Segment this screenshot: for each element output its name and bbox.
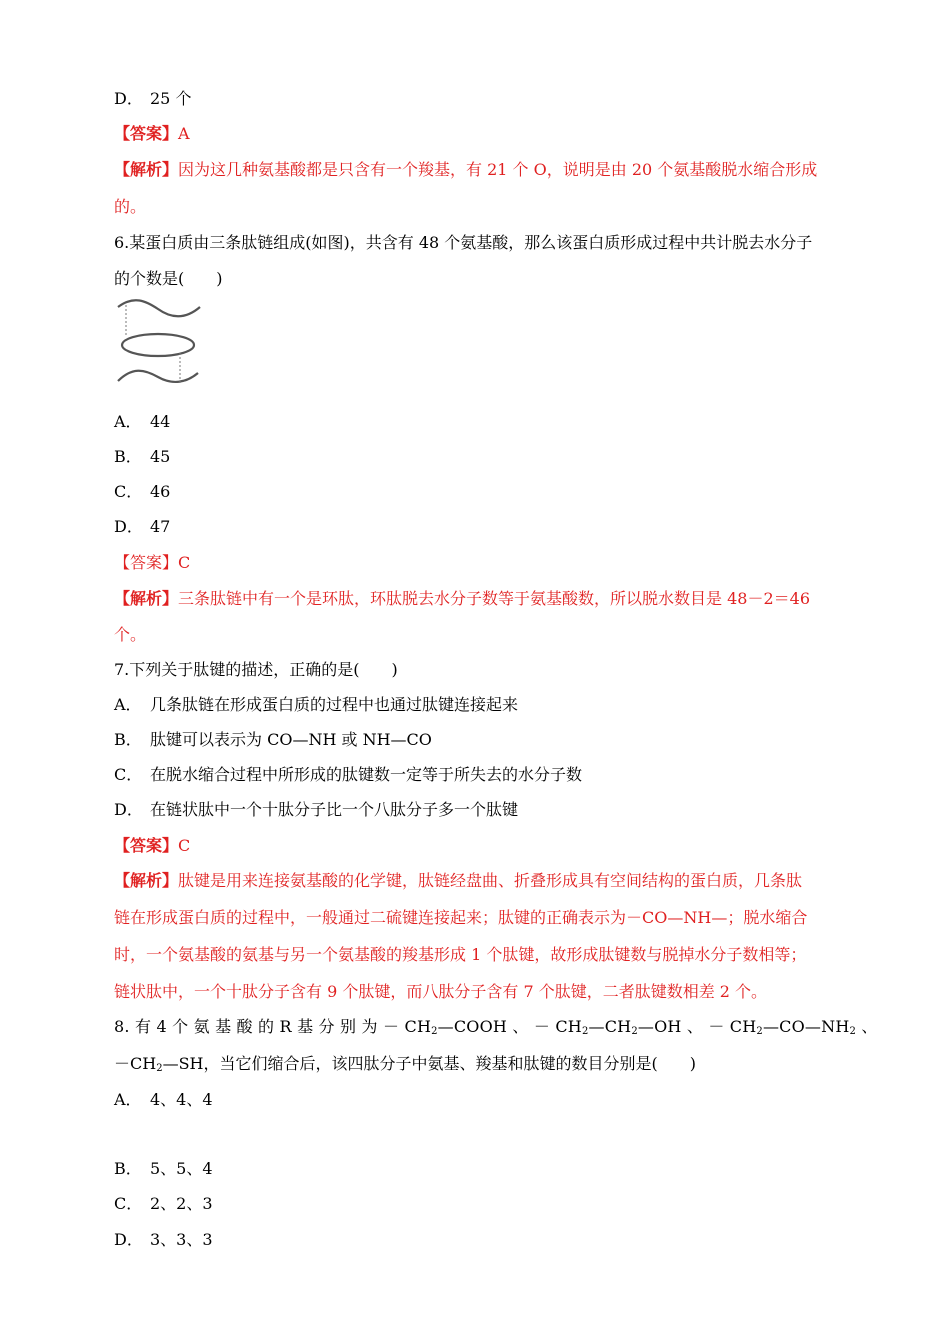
q5-answer <box>114 124 190 144</box>
q7-analysis-line2: 链在形成蛋白质的过程中，一般通过二硫键连接起来；肽键的正确表示为－CO—NH—；脱水缩合 <box>114 908 808 927</box>
q7-option-d <box>114 800 518 820</box>
q6-answer <box>114 553 190 573</box>
q7-option-a <box>114 695 518 715</box>
analysis-tag: 【解析】 <box>114 160 179 179</box>
q8-stem-line2 <box>114 1054 696 1074</box>
q6-option-a <box>114 412 170 432</box>
stem-segment: —COOH 、 － CH <box>437 1017 582 1036</box>
option-letter: C． <box>114 765 143 784</box>
q6-option-c <box>114 482 170 502</box>
q6-option-d <box>114 517 170 537</box>
option-letter: A． <box>114 1090 142 1109</box>
option-letter: D． <box>114 1230 143 1249</box>
q5-analysis-line1 <box>114 160 817 180</box>
stem-segment: 、 <box>856 1017 878 1036</box>
q7-option-c <box>114 765 582 785</box>
answer-value: C <box>178 836 191 855</box>
q7-stem: 7.下列关于肽键的描述，正确的是( ) <box>114 660 398 679</box>
answer-tag: 【答案】 <box>114 124 179 143</box>
q7-option-b <box>114 730 432 750</box>
analysis-tag: 【解析】 <box>114 589 179 608</box>
q5-analysis-line2: 的。 <box>114 197 147 216</box>
q6-option-b <box>114 447 170 467</box>
option-text: 在链状肽中一个十肽分子比一个八肽分子多一个肽键 <box>150 800 519 819</box>
option-letter: B． <box>114 730 142 749</box>
analysis-text: 肽键是用来连接氨基酸的化学键，肽链经盘曲、折叠形成具有空间结构的蛋白质，几条肽 <box>178 871 803 890</box>
subscript: 2 <box>431 1026 438 1037</box>
q6-stem-line2: 的个数是( ) <box>114 269 223 288</box>
option-text: 几条肽链在形成蛋白质的过程中也通过肽键连接起来 <box>150 695 519 714</box>
option-letter: A． <box>114 695 142 714</box>
q8-option-a <box>114 1090 213 1110</box>
option-letter: C． <box>114 482 143 501</box>
analysis-text: 因为这几种氨基酸都是只含有一个羧基，有 21 个 O，说明是由 20 个氨基酸脱水缩合形成 <box>178 160 818 179</box>
analysis-tag: 【解析】 <box>114 871 179 890</box>
subscript: 2 <box>756 1026 763 1037</box>
stem-segment: —SH，当它们缩合后，该四肽分子中氨基、羧基和肽键的数目分别是( ) <box>162 1054 696 1073</box>
peptide-chains-diagram-icon <box>114 297 204 389</box>
option-letter: D． <box>114 517 143 536</box>
option-text: 2、2、3 <box>150 1194 213 1213</box>
q8-option-c <box>114 1194 213 1214</box>
q6-analysis-line2: 个。 <box>114 625 147 644</box>
answer-tag: 【答案】 <box>114 836 179 855</box>
option-letter: D． <box>114 800 143 819</box>
analysis-text: 三条肽链中有一个是环肽，环肽脱去水分子数等于氨基酸数，所以脱水数目是 48－2＝46 <box>178 589 811 608</box>
stem-segment: 8. 有 4 个 氨 基 酸 的 R 基 分 别 为 － CH <box>114 1017 432 1036</box>
cyclic-peptide-ring <box>122 334 194 356</box>
subscript: 2 <box>156 1063 163 1074</box>
stem-segment: —CH <box>588 1017 632 1036</box>
option-text: 47 <box>150 517 171 536</box>
chain-bottom <box>118 371 198 382</box>
option-text: 45 <box>150 447 171 466</box>
answer-tag: 【答案】 <box>114 553 179 572</box>
answer-value: A <box>178 124 190 143</box>
option-text: 5、5、4 <box>150 1159 213 1178</box>
subscript: 2 <box>631 1026 638 1037</box>
q7-answer <box>114 836 190 856</box>
option-text: 肽键可以表示为 CO—NH 或 NH—CO <box>150 730 432 749</box>
option-text: 在脱水缩合过程中所形成的肽键数一定等于所失去的水分子数 <box>150 765 583 784</box>
stem-segment: —OH 、 － CH <box>637 1017 757 1036</box>
q6-stem-line1: 6.某蛋白质由三条肽链组成(如图)，共含有 48 个氨基酸，那么该蛋白质形成过程中共计脱去水分子 <box>114 233 813 252</box>
stem-segment: －CH <box>114 1054 157 1073</box>
subscript: 2 <box>581 1026 589 1037</box>
option-text: 3、3、3 <box>150 1230 213 1249</box>
option-letter: D． <box>114 89 143 108</box>
subscript: 2 <box>849 1026 857 1037</box>
option-letter: C． <box>114 1194 143 1213</box>
option-letter: B． <box>114 447 142 466</box>
chain-top <box>118 300 200 316</box>
option-letter: B． <box>114 1159 142 1178</box>
q8-stem-line1 <box>114 1017 878 1037</box>
option-text: 4、4、4 <box>150 1090 213 1109</box>
q7-analysis-line4: 链状肽中，一个十肽分子含有 9 个肽键，而八肽分子含有 7 个肽键，二者肽键数相差 2 个。 <box>114 982 768 1001</box>
q8-option-d <box>114 1230 213 1250</box>
option-text: 44 <box>150 412 171 431</box>
q7-analysis-line1 <box>114 871 802 891</box>
q5-option-d <box>114 89 191 109</box>
q7-analysis-line3: 时，一个氨基酸的氨基与另一个氨基酸的羧基形成 1 个肽键，故形成肽键数与脱掉水分子数相等； <box>114 945 807 964</box>
q6-analysis-line1 <box>114 589 810 609</box>
option-text: 46 <box>150 482 171 501</box>
answer-value: C <box>178 553 191 572</box>
option-letter: A． <box>114 412 142 431</box>
option-text: 25 个 <box>150 89 192 108</box>
q8-option-b <box>114 1159 213 1179</box>
stem-segment: —CO—NH <box>762 1017 850 1036</box>
